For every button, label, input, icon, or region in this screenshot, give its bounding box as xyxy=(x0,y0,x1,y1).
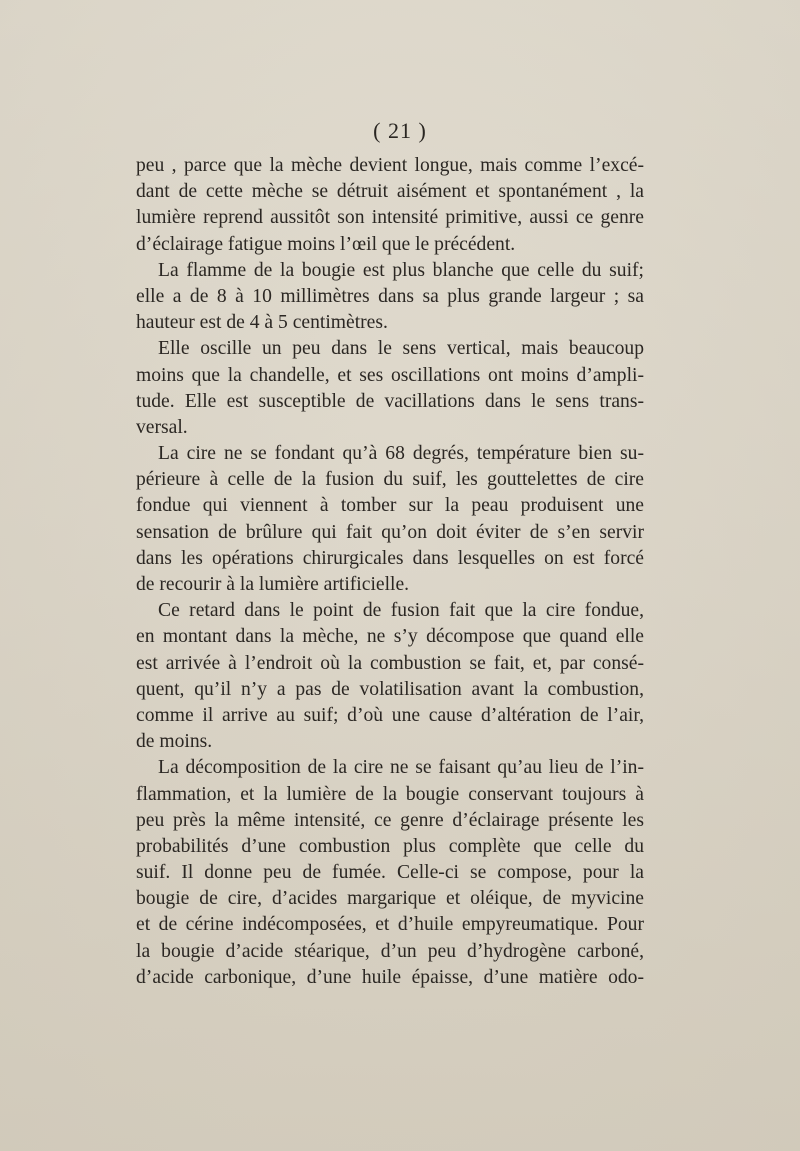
text-line: d’acide carbonique, d’une huile épaisse, d’une matière odo- xyxy=(136,966,644,988)
body-text xyxy=(136,153,644,991)
text-line: bougie de cire, d’acides margarique et oléique, de myvicine xyxy=(136,888,644,910)
text-line: flammation, et la lumière de la bougie conservant toujours à xyxy=(136,783,644,805)
paragraph-start-line: Elle oscille un peu dans le sens vertical, mais beaucoup xyxy=(158,338,644,360)
text-line: lumière reprend aussitôt son intensité primitive, aussi ce genre xyxy=(136,207,644,229)
paragraph-start-line: La flamme de la bougie est plus blanche que celle du suif; xyxy=(158,259,644,281)
text-line: elle a de 8 à 10 millimètres dans sa plus grande largeur ; sa xyxy=(136,285,644,307)
text-line: dans les opérations chirurgicales dans lesquelles on est forcé xyxy=(136,547,644,569)
text-line: et de cérine indécomposées, et d’huile empyreumatique. Pour xyxy=(136,914,644,936)
text-line: peu , parce que la mèche devient longue, mais comme l’excé- xyxy=(136,155,644,176)
text-line: suif. Il donne peu de fumée. Celle-ci se compose, pour la xyxy=(136,862,644,884)
text-line: peu près la même intensité, ce genre d’éclairage présente les xyxy=(136,809,644,831)
paragraph-start-line: La cire ne se fondant qu’à 68 degrés, température bien su- xyxy=(158,443,644,465)
text-line: en montant dans la mèche, ne s’y décompose que quand elle xyxy=(136,626,644,648)
text-line: d’éclairage fatigue moins l’œil que le précédent. xyxy=(136,233,516,255)
text-line: de recourir à la lumière artificielle. xyxy=(136,574,410,595)
page-number: ( 21 ) xyxy=(373,118,427,143)
text-line: fondue qui viennent à tomber sur la peau produisent une xyxy=(136,495,644,517)
text-line: tude. Elle est susceptible de vacillations dans le sens trans- xyxy=(136,390,644,412)
paragraph-start-line: La décomposition de la cire ne se faisant qu’au lieu de l’in- xyxy=(158,757,644,779)
text-line: la bougie d’acide stéarique, d’un peu d’hydrogène carboné, xyxy=(136,940,644,962)
text-line: probabilités d’une combustion plus complète que celle du xyxy=(136,835,644,857)
text-line: quent, qu’il n’y a pas de volatilisation avant la combustion, xyxy=(136,678,644,700)
text-line: de moins. xyxy=(136,731,213,753)
text-line: périeure à celle de la fusion du suif, les gouttelettes de cire xyxy=(136,469,644,491)
text-line: comme il arrive au suif; d’où une cause d’altération de l’air, xyxy=(136,704,644,726)
text-line: moins que la chandelle, et ses oscillations ont moins d’ampli- xyxy=(136,364,644,386)
text-line: hauteur est de 4 à 5 centimètres. xyxy=(136,312,388,334)
text-line: dant de cette mèche se détruit aisément et spontanément , la xyxy=(136,181,644,203)
text-line: sensation de brûlure qui fait qu’on doit éviter de s’en servir xyxy=(136,521,644,543)
text-line: est arrivée à l’endroit où la combustion se fait, et, par consé- xyxy=(136,652,644,674)
text-line: versal. xyxy=(136,416,188,438)
paragraph-start-line: Ce retard dans le point de fusion fait que la cire fondue, xyxy=(158,600,644,622)
